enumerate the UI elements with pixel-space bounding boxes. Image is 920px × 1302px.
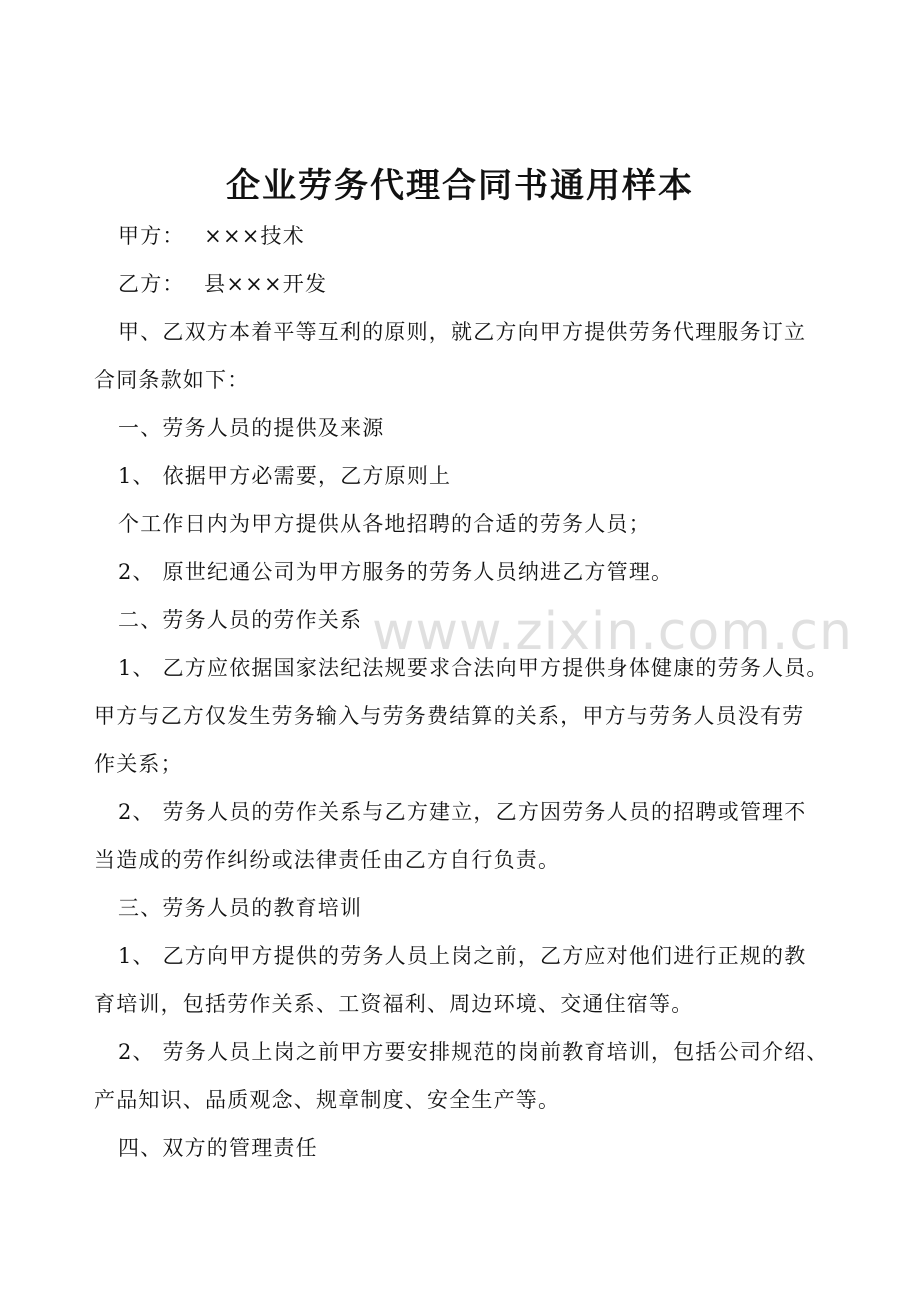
section-3-item-1: 1、 乙方向甲方提供的劳务人员上岗之前，乙方应对他们进行正规的教 — [118, 944, 807, 968]
section-3-item-1-cont: 育培训，包括劳作关系、工资福利、周边环境、交通住宿等。 — [94, 992, 694, 1016]
section-2-item-1-cont: 甲方与乙方仅发生劳务输入与劳务费结算的关系，甲方与劳务人员没有劳 — [94, 704, 805, 728]
section-3-item-2-cont: 产品知识、品质观念、规章制度、安全生产等。 — [94, 1088, 561, 1112]
section-2-item-1-end: 作关系； — [94, 752, 183, 776]
section-3-heading: 三、劳务人员的教育培训 — [118, 896, 363, 920]
document-title: 企业劳务代理合同书通用样本 — [226, 166, 694, 206]
section-1-item-1-cont: 个工作日内为甲方提供从各地招聘的合适的劳务人员； — [118, 512, 651, 536]
section-3-item-2: 2、 劳务人员上岗之前甲方要安排规范的岗前教育培训，包括公司介绍、 — [118, 1040, 829, 1064]
section-2-item-2: 2、 劳务人员的劳作关系与乙方建立，乙方因劳务人员的招聘或管理不 — [118, 800, 807, 824]
preamble-line-1: 甲、乙双方本着平等互利的原则，就乙方向甲方提供劳务代理服务订立 — [118, 320, 807, 344]
section-2-heading: 二、劳务人员的劳作关系 — [118, 608, 363, 632]
section-1-heading: 一、劳务人员的提供及来源 — [118, 416, 385, 440]
section-2-item-1: 1、 乙方应依据国家法纪法规要求合法向甲方提供身体健康的劳务人员。 — [118, 656, 829, 680]
section-1-item-2: 2、 原世纪通公司为甲方服务的劳务人员纳进乙方管理。 — [118, 560, 674, 584]
section-4-heading: 四、双方的管理责任 — [118, 1136, 318, 1160]
section-1-item-1: 1、 依据甲方必需要，乙方原则上 — [118, 464, 452, 488]
site-watermark: www.zixin.com.cn — [372, 602, 853, 662]
preamble-line-2: 合同条款如下： — [94, 368, 250, 392]
section-2-item-2-cont: 当造成的劳作纠纷或法律责任由乙方自行负责。 — [94, 848, 561, 872]
party-a-line: 甲方： ×××技术 — [118, 224, 305, 248]
party-b-line: 乙方： 县×××开发 — [118, 272, 328, 296]
